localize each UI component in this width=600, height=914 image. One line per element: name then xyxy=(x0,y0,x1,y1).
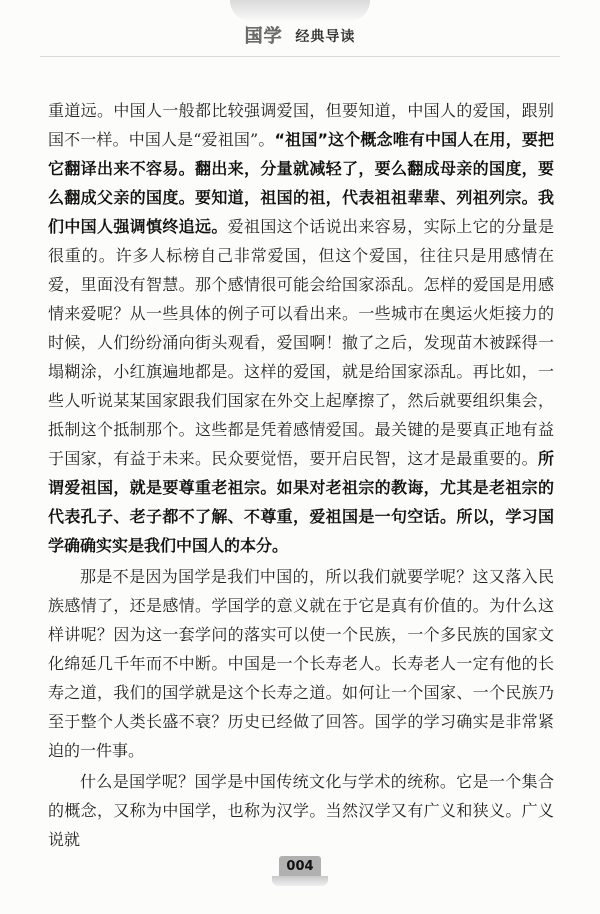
paragraph-1-bold-a: “祖国”这个概念唯有中国人在用，要把它翻译出来不容易。翻出来，分量就减轻了，要么翻成母亲的国度，要么翻成父亲的国度。要知道，祖国的祖，代表祖祖辈辈、列祖列宗。我们中国人强调慎终追远。 xyxy=(48,130,554,236)
paragraph-1-text-b: 爱祖国这个话说出来容易，实际上它的分量是很重的。许多人标榜自己非常爱国，但这个爱国，往往只是用感情在爱，里面没有智慧。那个感情很可能会给国家添乱。怎样的爱国是用感情来爱呢？从一些具体的例子可以看出来。一些城市在奥运火炬接力的时候，人们纷纷涌向街头观看，爱国啊！撤了之后，发现苗木被踩得一塌糊涂，小红旗遍地都是。这样的爱国，就是给国家添乱。再比如，一些人听说某某国家跟我们国家在外交上起摩擦了，然后就要组织集会，抵制这个抵制那个。这些都是凭着感情爱国。最关键的是要真正地有益于国家，有益于未来。民众要觉悟，要开启民智，这才是最重要的。 xyxy=(48,217,554,468)
page-number: 004 xyxy=(279,856,321,878)
series-logo: 国学 xyxy=(244,26,283,47)
paragraph-1-text-a: 重道远。中国人一般都比较强调爱国，但要知道，中国人的爱国，跟别国不一样。中国人是“爱祖国”。 xyxy=(48,101,554,149)
series-subtitle: 经典导读 xyxy=(295,29,356,45)
header-divider xyxy=(40,56,560,57)
page-number-tab xyxy=(272,876,328,886)
header-brand xyxy=(0,26,600,47)
header-ornament xyxy=(230,0,370,22)
body-text xyxy=(48,96,554,854)
paragraph-3: 什么是国学呢？国学是中国传统文化与学术的统称。它是一个集合的概念，又称为中国学，也称为汉学。当然汉学又有广义和狭义。广义说就 xyxy=(48,772,554,849)
running-header xyxy=(0,0,600,60)
paragraph-2: 那是不是因为国学是我们中国的，所以我们就要学呢？这又落入民族感情了，还是感情。学国学的意义就在于它是真有价值的。为什么这样讲呢？因为这一套学问的落实可以使一个民族，一个多民族的国家文化绵延几千年而不中断。中国是一个长寿老人。长寿老人一定有他的长寿之道，我们的国学就是这个长寿之道。如何让一个国家、一个民族乃至于整个人类长盛不衰？历史已经做了回答。国学的学习确实是非常紧迫的一件事。 xyxy=(48,567,554,760)
paragraph-1-bold-b: 所谓爱祖国，就是要尊重老祖宗。如果对老祖宗的教诲，尤其是老祖宗的代表孔子、老子都不了解、不尊重，爱祖国是一句空话。所以，学习国学确确实实是我们中国人的本分。 xyxy=(48,449,554,555)
paragraph-1 xyxy=(48,96,554,560)
